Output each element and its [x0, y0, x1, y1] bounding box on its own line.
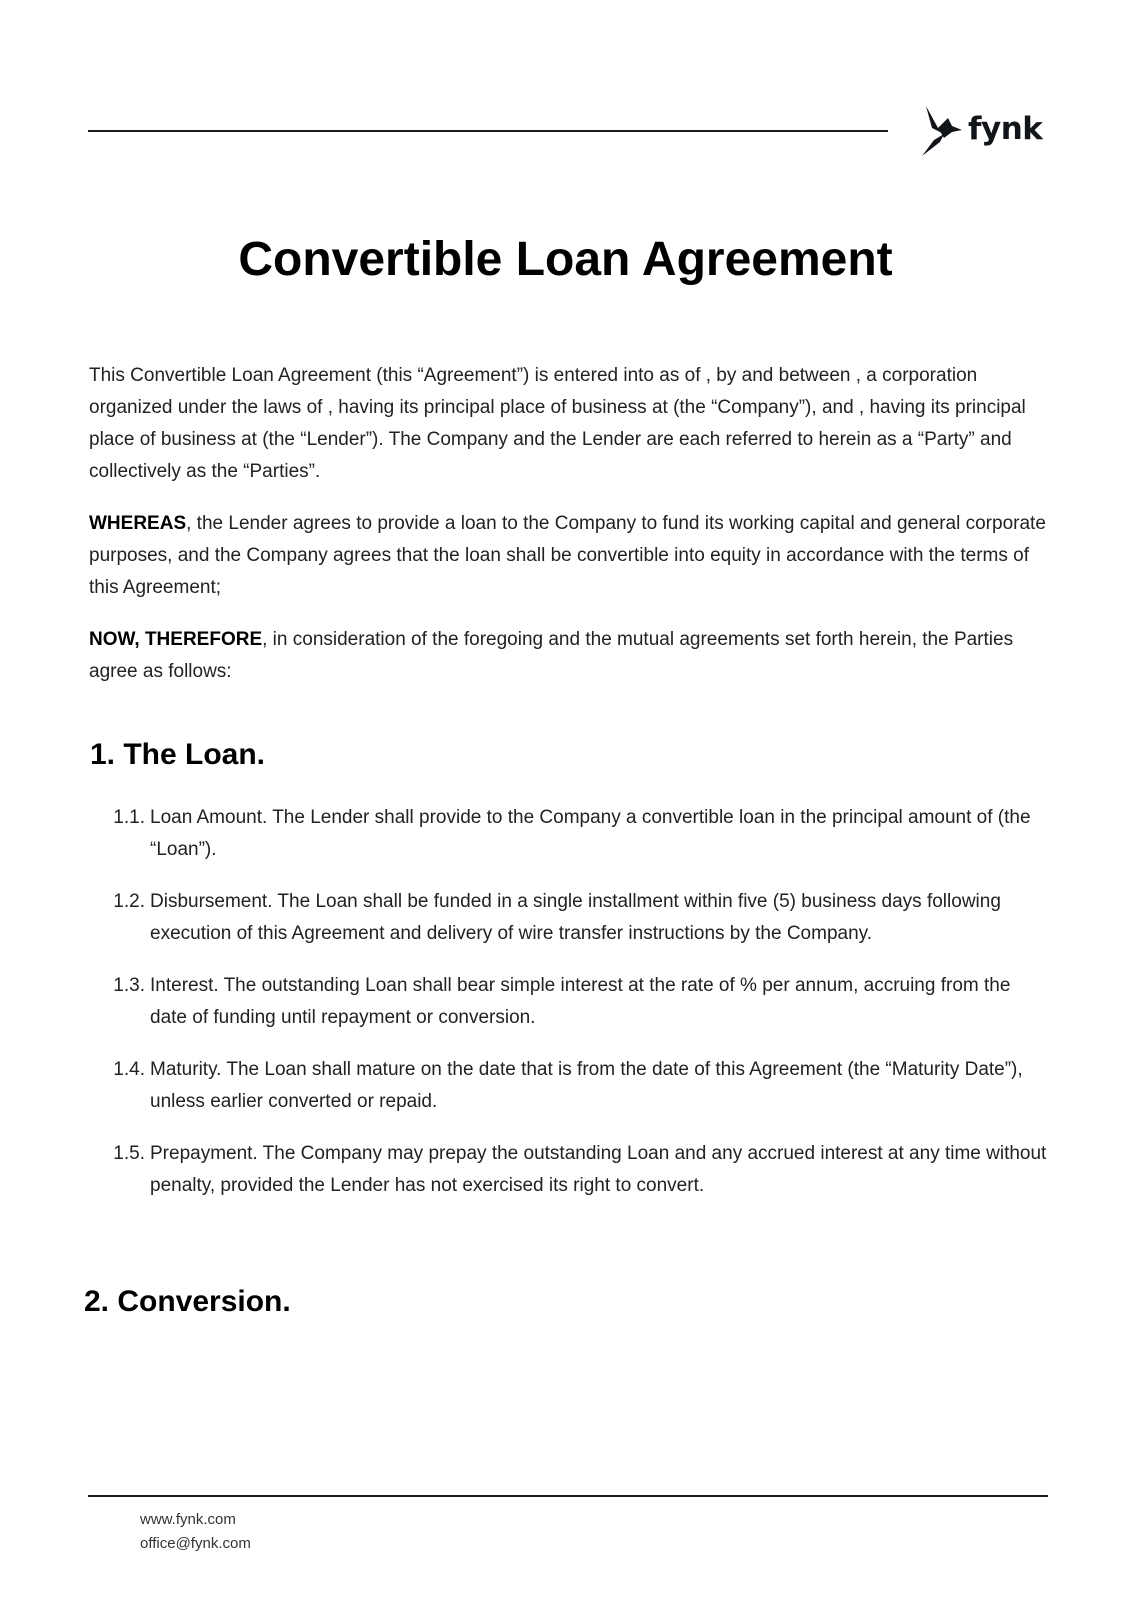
clause-text: Prepayment. The Company may prepay the outstanding Loan and any accrued interest at any time without penalty, provided the Lender has not exercised its right to convert.: [150, 1143, 1047, 1196]
now-therefore-text: , in consideration of the foregoing and the mutual agreements set forth herein, the Parties agree as follows:: [89, 629, 1014, 682]
clause-text: Disbursement. The Loan shall be funded in a single installment within five (5) business days following execution of this Agreement and delivery of wire transfer instructions by the Company.: [150, 891, 1001, 944]
section-heading-loan: 1. The Loan.: [90, 738, 266, 771]
clause-item: [89, 1054, 1049, 1118]
header-divider: [88, 130, 888, 132]
footer-email-link[interactable]: office@fynk.com: [140, 1535, 251, 1552]
section-heading-conversion: 2. Conversion.: [84, 1285, 291, 1318]
now-therefore-lead: NOW, THEREFORE: [89, 629, 263, 650]
whereas-paragraph: [89, 508, 1049, 604]
intro-paragraph: This Convertible Loan Agreement (this “Agreement”) is entered into as of , by and between , a corporation organized under the laws of , having its principal place of business at (the “Company”), and , having its principal place of business at (the “Lender”). The Company and the Lender are each referred to herein as a “Party” and collectively as the “Parties”.: [89, 365, 1026, 482]
footer: [140, 1508, 251, 1556]
clause-item: [89, 1138, 1049, 1202]
clause-number: 1.5.: [113, 1143, 145, 1164]
clause-text: Loan Amount. The Lender shall provide to the Company a convertible loan in the principal amount of (the “Loan”).: [150, 807, 1031, 860]
footer-divider: [88, 1495, 1048, 1497]
loan-clauses: [89, 802, 1049, 1222]
clause-item: [89, 802, 1049, 866]
footer-website-link[interactable]: www.fynk.com: [140, 1511, 236, 1528]
document-title: Convertible Loan Agreement: [238, 233, 893, 286]
brand-logo: [918, 104, 1042, 158]
clause-number: 1.4.: [113, 1059, 145, 1080]
whereas-lead: WHEREAS: [89, 513, 187, 534]
clause-text: Maturity. The Loan shall mature on the date that is from the date of this Agreement (the “Maturity Date”), unless earlier converted or repaid.: [150, 1059, 1023, 1112]
clause-item: [89, 886, 1049, 950]
clause-number: 1.2.: [113, 891, 145, 912]
fynk-bird-icon: [918, 104, 966, 158]
clause-number: 1.1.: [113, 807, 145, 828]
logo-wordmark: fynk: [968, 111, 1043, 147]
clause-item: [89, 970, 1049, 1034]
clause-text: Interest. The outstanding Loan shall bear simple interest at the rate of % per annum, accruing from the date of funding until repayment or conversion.: [150, 975, 1011, 1028]
clause-number: 1.3.: [113, 975, 145, 996]
now-therefore-paragraph: [89, 624, 1049, 688]
preamble: [89, 360, 1049, 708]
whereas-text: , the Lender agrees to provide a loan to the Company to fund its working capital and general corporate purposes, and the Company agrees that the loan shall be convertible into equity in accordance with the terms of this Agreement;: [89, 513, 1046, 598]
